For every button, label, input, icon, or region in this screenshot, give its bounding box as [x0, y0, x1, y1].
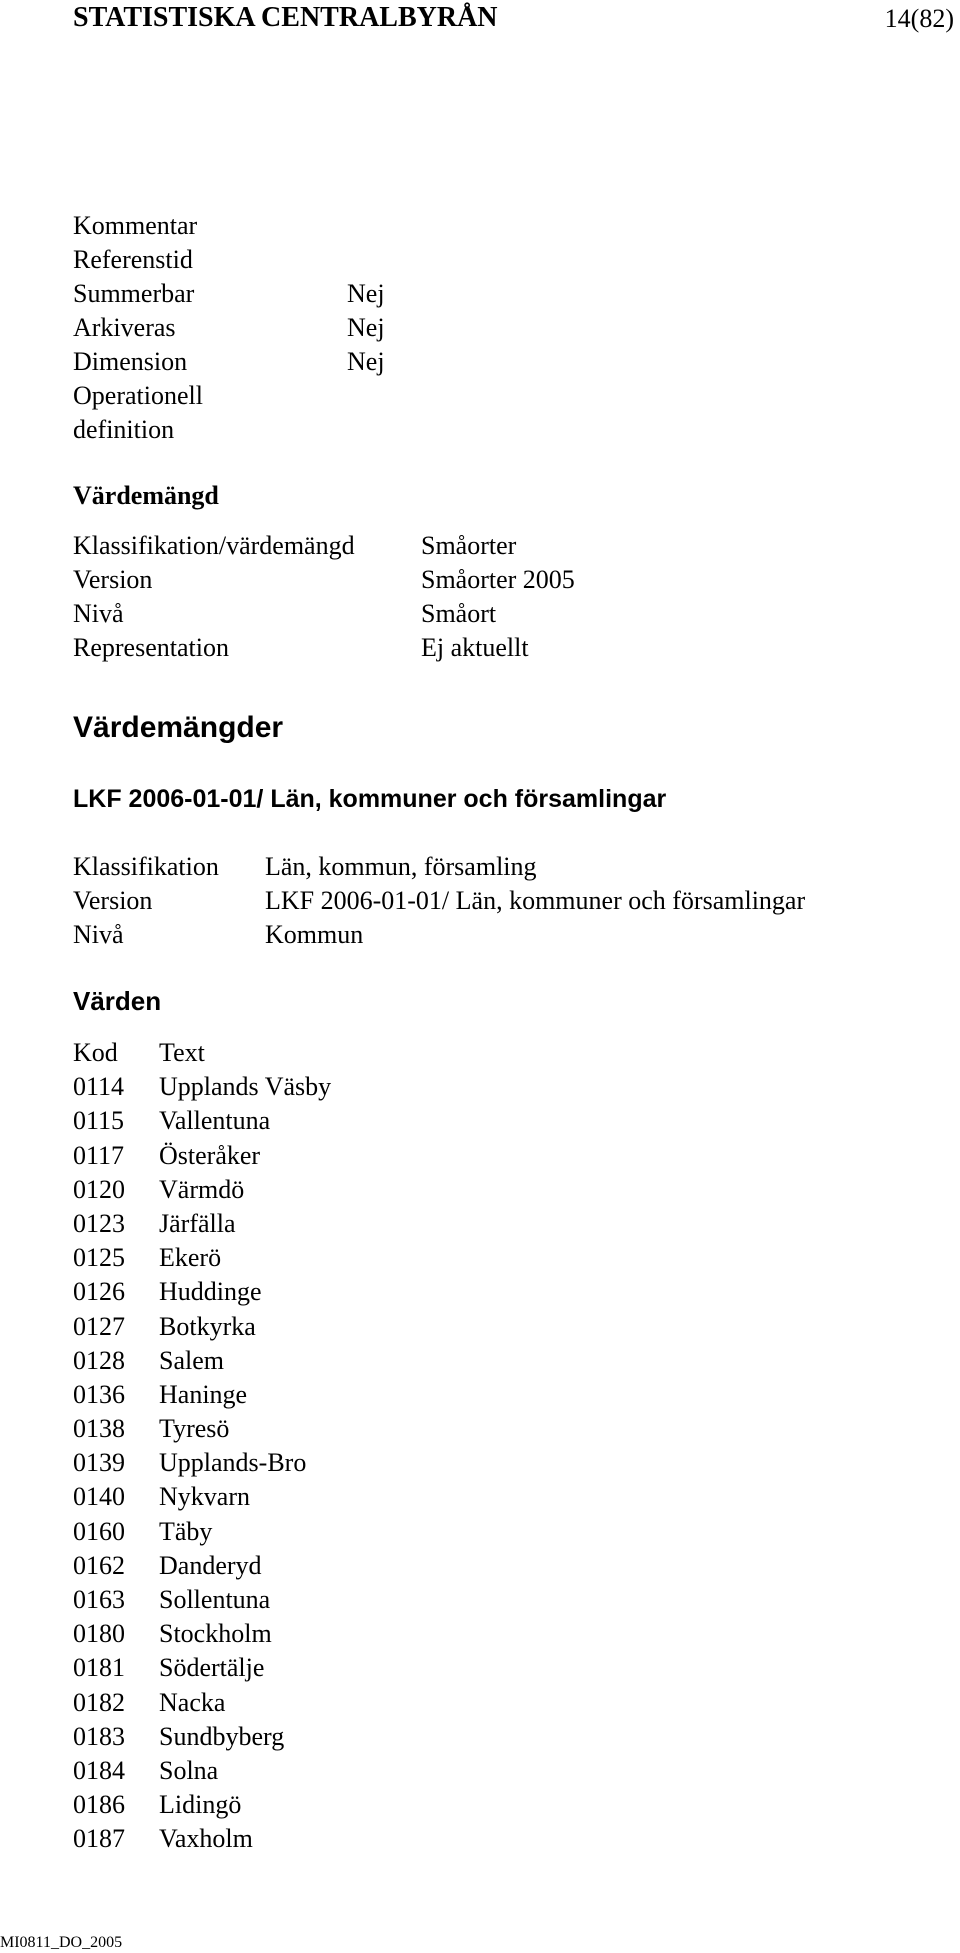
meta-label: Dimension [73, 347, 188, 376]
row-text: Upplands-Bro [159, 1448, 307, 1478]
row-text: Haninge [159, 1379, 248, 1409]
row-code: 0126 [73, 1277, 125, 1307]
klassifikation-value: LKF 2006-01-01/ Län, kommuner och församlingar [265, 886, 806, 915]
vardemangd-value: Småort [421, 599, 497, 628]
klassifikation-value: Län, kommun, församling [265, 852, 537, 881]
row-text: Botkyrka [159, 1311, 256, 1341]
row-code: 0181 [73, 1653, 125, 1683]
varden-heading: Värden [73, 986, 162, 1016]
row-code: 0115 [73, 1106, 125, 1136]
meta-label: Operationell [73, 381, 203, 410]
row-text: Nacka [159, 1687, 226, 1717]
vardemangd-label: Klassifikation/värdemängd [73, 531, 355, 560]
row-text: Stockholm [159, 1619, 272, 1649]
vardemangd-value: Småorter [421, 531, 517, 560]
row-text: Täby [159, 1516, 213, 1546]
row-text: Huddinge [159, 1277, 262, 1307]
meta-value: Nej [347, 347, 385, 376]
row-text: Järfälla [159, 1208, 236, 1238]
klassifikation-label: Klassifikation [73, 852, 219, 881]
row-code: 0136 [73, 1379, 125, 1409]
meta-label: Kommentar [73, 211, 198, 240]
row-code: 0139 [73, 1448, 125, 1478]
column-header-code: Kod [73, 1038, 118, 1067]
row-text: Vaxholm [159, 1824, 253, 1854]
document-id: MI0811_DO_2005 [0, 1934, 123, 1951]
row-code: 0117 [73, 1140, 125, 1170]
klassifikation-label: Nivå [73, 920, 124, 949]
row-code: 0123 [73, 1208, 125, 1238]
row-code: 0140 [73, 1482, 125, 1512]
meta-value: Nej [347, 313, 385, 342]
row-code: 0125 [73, 1243, 125, 1273]
page-number: 14(82) [884, 4, 954, 33]
row-code: 0182 [73, 1687, 125, 1717]
klassifikation-value: Kommun [265, 920, 364, 949]
row-text: Vallentuna [159, 1106, 271, 1136]
row-text: Sundbyberg [159, 1721, 285, 1751]
meta-label: Referenstid [73, 245, 193, 274]
row-text: Lidingö [159, 1790, 242, 1820]
row-code: 0187 [73, 1824, 125, 1854]
row-text: Tyresö [159, 1414, 230, 1444]
row-code: 0138 [73, 1414, 125, 1444]
vardemangd-value: Småorter 2005 [421, 565, 575, 594]
row-code: 0163 [73, 1585, 125, 1614]
vardemangd-label: Nivå [73, 599, 124, 628]
row-code: 0184 [73, 1755, 125, 1785]
meta-label: Summerbar [73, 279, 195, 308]
row-text: Nykvarn [159, 1482, 250, 1512]
row-text: Sollentuna [159, 1585, 271, 1614]
column-header-text: Text [159, 1038, 205, 1067]
row-text: Solna [159, 1755, 219, 1785]
meta-label: Arkiveras [73, 313, 176, 342]
row-code: 0162 [73, 1550, 125, 1580]
row-text: Salem [159, 1345, 224, 1375]
vardemangder-subheading: LKF 2006-01-01/ Län, kommuner och församlingar [73, 785, 667, 813]
vardemangder-heading: Värdemängder [73, 711, 284, 744]
vardemangd-label: Representation [73, 633, 229, 662]
page-header-org: STATISTISKA CENTRALBYRÅN [73, 2, 498, 33]
row-text: Värmdö [159, 1174, 245, 1204]
row-code: 0120 [73, 1174, 125, 1204]
row-code: 0180 [73, 1619, 125, 1649]
row-text: Ekerö [159, 1243, 222, 1273]
row-code: 0128 [73, 1345, 125, 1375]
row-code: 0186 [73, 1790, 125, 1820]
row-code: 0114 [73, 1072, 125, 1102]
row-text: Österåker [159, 1140, 261, 1170]
row-text: Danderyd [159, 1550, 262, 1580]
meta-value: Nej [347, 279, 385, 308]
row-code: 0160 [73, 1516, 125, 1546]
meta-label: definition [73, 415, 175, 444]
vardemangd-label: Version [73, 565, 153, 594]
vardemangd-value: Ej aktuellt [421, 633, 529, 662]
row-code: 0183 [73, 1721, 125, 1751]
klassifikation-label: Version [73, 886, 153, 915]
row-text: Upplands Väsby [159, 1072, 332, 1102]
row-code: 0127 [73, 1311, 125, 1341]
row-text: Södertälje [159, 1653, 265, 1683]
vardemangd-heading: Värdemängd [73, 481, 219, 510]
